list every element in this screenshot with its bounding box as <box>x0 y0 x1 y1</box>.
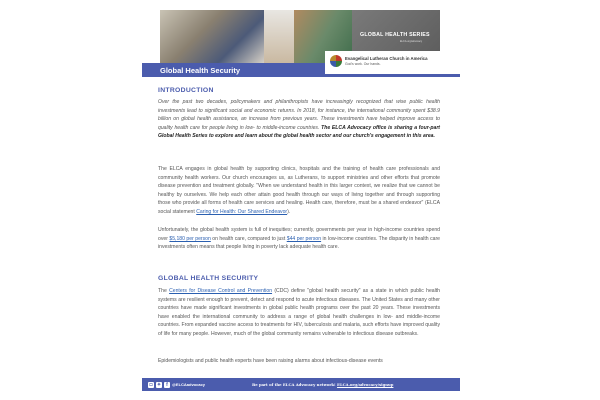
document-page <box>142 0 460 400</box>
network-label: Be part of the ELCA Advocacy network! <box>252 382 338 387</box>
p1-text: The ELCA engages in global health by supporting clinics, hospitals and the training of health care professionals and community health workers. Our church encourages us, as Lutherans, to support ministries and other efforts that promote disease prevention and treatment globally. "When we understand health in this larger context, we realize that we cannot be healthy by ourselves. We help each other attain good health through our ways of living together and through supporting those who provide all forms of health care services and healing. Health care, therefore, must be a shared endeavor" (ELCA social statement <box>158 166 440 215</box>
elca-logo <box>325 51 460 74</box>
health-workers-photo <box>160 10 264 64</box>
series-banner <box>352 10 440 52</box>
security-paragraph <box>158 287 440 339</box>
facebook-icon[interactable]: f <box>164 382 170 388</box>
epidemiologists-paragraph: Epidemiologists and public health experts have been raising alarms about infectious-disease events <box>158 358 383 364</box>
p2-text-c: in low-income countries. The disparity in health care investments often means that people living in poverty lack adequate health care. <box>158 235 440 251</box>
twitter-icon[interactable]: ✦ <box>156 381 162 388</box>
social-handle: @ELCAadvocacy <box>172 382 206 387</box>
series-subtitle: ELCA.org/advocacy <box>400 40 423 43</box>
footer-bar <box>142 378 460 391</box>
org-tagline: God's work. Our hands. <box>345 62 381 66</box>
intro-bold: The ELCA Advocacy office is sharing a four-part Global Health Series to explore and learn about the global health sector and our church's engagement in this area. <box>158 124 440 140</box>
cdc-link[interactable]: Centers for Disease Control and Prevention <box>169 288 273 294</box>
p2-text-b: on health care, compared to just <box>210 235 287 242</box>
engagement-paragraph <box>158 165 440 217</box>
high-income-link[interactable]: $5,180 per person <box>169 235 211 242</box>
street-photo <box>264 10 294 64</box>
intro-text: Over the past two decades, policymakers and philanthropists have increasingly recognized that wise public health investments lead to significant social and economic returns. In 2018, for instance, the international community spent $38.9 billion on global health assistance, an increase from previous years. These investments have helped improve access to quality health care for people living in low- to middle-income countries. <box>158 99 440 131</box>
p2-text-a: Unfortunately, the global health system is full of inequities; currently, governments per year in high-income countries spend over <box>158 227 440 242</box>
p1-end: ). <box>287 208 291 215</box>
intro-paragraph <box>158 98 440 141</box>
signup-link[interactable]: ELCA.org/advocacy/signup <box>337 382 394 387</box>
page-title: Global Health Security <box>160 66 241 75</box>
inequities-paragraph <box>158 226 440 252</box>
instagram-icon[interactable]: ◘ <box>149 381 153 388</box>
intro-heading: INTRODUCTION <box>158 87 214 94</box>
social-statement-link[interactable]: Caring for Health: Our Shared Endeavor <box>196 208 288 215</box>
series-title: GLOBAL HEALTH SERIES <box>360 32 430 38</box>
sec-text-b: (CDC) define "global health security" as a state in which public health systems are resilient enough to prevent, detect and respond to acute infectious diseases. The United States and many other countries have made significant investments in global public health programs over the past 20 years. These investments have enabled the international community to address a range of global health challenges in low- and middle-income countries. From expanded vaccine access to treatments for HIV, tuberculosis and malaria, such efforts have improved quality of life for many people. However, much of the global community remains vulnerable to infectious disease outbreaks. <box>158 288 440 337</box>
org-name: Evangelical Lutheran Church in America <box>345 56 428 61</box>
elca-cross-icon <box>330 55 342 67</box>
sec-text-a: The <box>158 288 170 294</box>
network-text <box>252 382 393 387</box>
low-income-link[interactable]: $44 per person <box>286 235 322 242</box>
security-heading: GLOBAL HEALTH SECURITY <box>158 275 259 282</box>
